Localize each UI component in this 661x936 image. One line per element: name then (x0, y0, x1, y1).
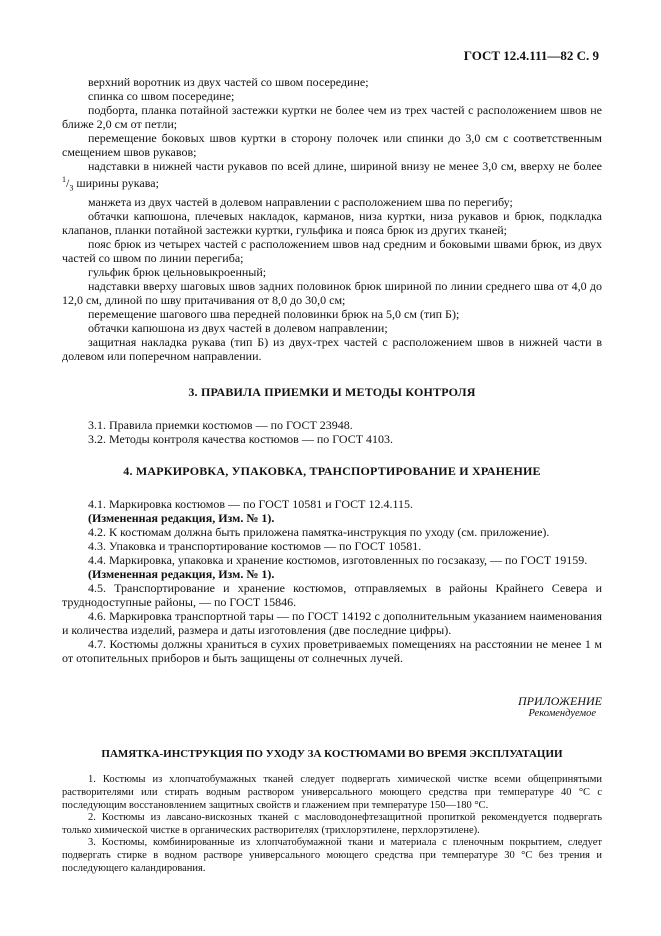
section-3-title: 3. ПРАВИЛА ПРИЕМКИ И МЕТОДЫ КОНТРОЛЯ (188, 385, 476, 400)
edit-note: (Измененная редакция, Изм. № 1). (88, 511, 275, 526)
appendix-item: 3. Костюмы, комбинированные из хлопчатобумажной ткани и материала с пленочным покрытием, следует подвергать стирке в водном растворе универсального моющего средства при температуре 30 °С без трения и последующего каландирования. (62, 837, 602, 874)
section-4-item: 4.6. Маркировка транспортной тары — по ГОСТ 14192 с дополнительным указанием наименования и количества изделий, размера и даты изготовления (две последние цифры). (62, 609, 602, 638)
section-4-item: 4.7. Костюмы должны храниться в сухих проветриваемых помещениях на расстоянии не менее 1 м от отопительных приборов и быть защищены от солнечных лучей. (62, 637, 602, 666)
list-item: перемещение боковых швов куртки в сторону полочек или спинки до 3,0 см с соответственным смещением швов рукавов; (62, 131, 602, 159)
appendix-item: 2. Костюмы из лавсано-вискозных тканей с масловодонефтезащитной пропиткой рекомендуется подвергать только химической чистке в органических растворителях (трихлорэтилене, перхлорэтилене). (62, 812, 602, 836)
list-item: защитная накладка рукава (тип Б) из двух-трех частей с расположением швов в нижней части в долевом или поперечном направлении. (62, 335, 602, 364)
appendix-sublabel: Рекомендуемое (528, 708, 596, 720)
section-4-item: 4.5. Транспортирование и хранение костюмов, отправляемых в районы Крайнего Севера и труднодоступные районы, — по ГОСТ 15846. (62, 581, 602, 610)
list-item: гульфик брюк цельновыкроенный; (88, 265, 267, 280)
list-item: верхний воротник из двух частей со швом посередине; (88, 75, 369, 89)
list-item-tail-suffix: ширины рукава; (73, 176, 159, 190)
appendix-title: ПАМЯТКА-ИНСТРУКЦИЯ ПО УХОДУ ЗА КОСТЮМАМИ ВО ВРЕМЯ ЭКСПЛУАТАЦИИ (101, 748, 563, 761)
section-4-item: 4.4. Маркировка, упаковка и хранение костюмов, изготовленных по госзаказу, — по ГОСТ 19159. (88, 553, 588, 568)
section-4-item: 4.3. Упаковка и транспортирование костюмов — по ГОСТ 10581. (88, 539, 422, 554)
page-header: ГОСТ 12.4.111—82 С. 9 (463, 48, 599, 63)
section-4-title: 4. МАРКИРОВКА, УПАКОВКА, ТРАНСПОРТИРОВАНИЕ И ХРАНЕНИЕ (123, 464, 541, 479)
list-item: пояс брюк из четырех частей с расположением швов над средним и боковыми швами брюк, из двух частей со швом по линии перегиба; (62, 237, 602, 266)
list-item: обтачки капюшона, плечевых накладок, карманов, низа куртки, низа рукавов и брюк, подкладка клапанов, планки потайной застежки куртки, гульфика и пояса брюк из других тканей; (62, 209, 602, 238)
section-4-item: 4.1. Маркировка костюмов — по ГОСТ 10581 и ГОСТ 12.4.115. (88, 497, 414, 512)
section-3-item: 3.1. Правила приемки костюмов — по ГОСТ 23948. (88, 418, 353, 433)
fraction-numerator: 1 (62, 175, 66, 184)
list-item: надставки в нижней части рукавов по всей длине, шириной внизу не менее 3,0 см, вверху не более $^1/_3$ ширины рукава; (62, 159, 602, 193)
list-item: манжета из двух частей в долевом направлении с расположением шва по перегибу; (88, 195, 513, 210)
page-content (62, 75, 602, 875)
list-item: спинка со швом посередине; (88, 89, 235, 103)
list-item-tail-prefix: более (573, 159, 602, 173)
list-item: надставки вверху шаговых швов задних половинок брюк шириной по линии среднего шва от 4,0 до 12,0 см, длиной по шву притачивания от 8,0 до 30,0 см; (62, 279, 602, 308)
section-3-item: 3.2. Методы контроля качества костюмов — по ГОСТ 4103. (88, 432, 394, 447)
list-item: подборта, планка потайной застежки куртки не более чем из трех частей с расположением швов не ближе 2,0 см от петли; (62, 103, 602, 131)
appendix-label: ПРИЛОЖЕНИЕ (518, 694, 602, 709)
list-item-text: надставки в нижней части рукавов по всей длине, шириной внизу не менее 3,0 см, вверху не (88, 159, 570, 173)
fraction-denominator: 3 (69, 183, 74, 193)
list-item: перемещение шагового шва передней половинки брюк на 5,0 см (тип Б); (88, 307, 460, 322)
section-4-item: 4.2. К костюмам должна быть приложена памятка-инструкция по уходу (см. приложение). (88, 525, 550, 540)
list-item: обтачки капюшона из двух частей в долевом направлении; (88, 321, 388, 336)
appendix-item: 1. Костюмы из хлопчатобумажных тканей следует подвергать химической чистке всеми общепринятыми растворителями или стирать водным раствором универсального моющего средства при температуре 40 °С с последующим восстановлением защитных свойств и глажением при температуре 150—180 °С. (62, 774, 602, 811)
edit-note: (Измененная редакция, Изм. № 1). (88, 567, 275, 582)
